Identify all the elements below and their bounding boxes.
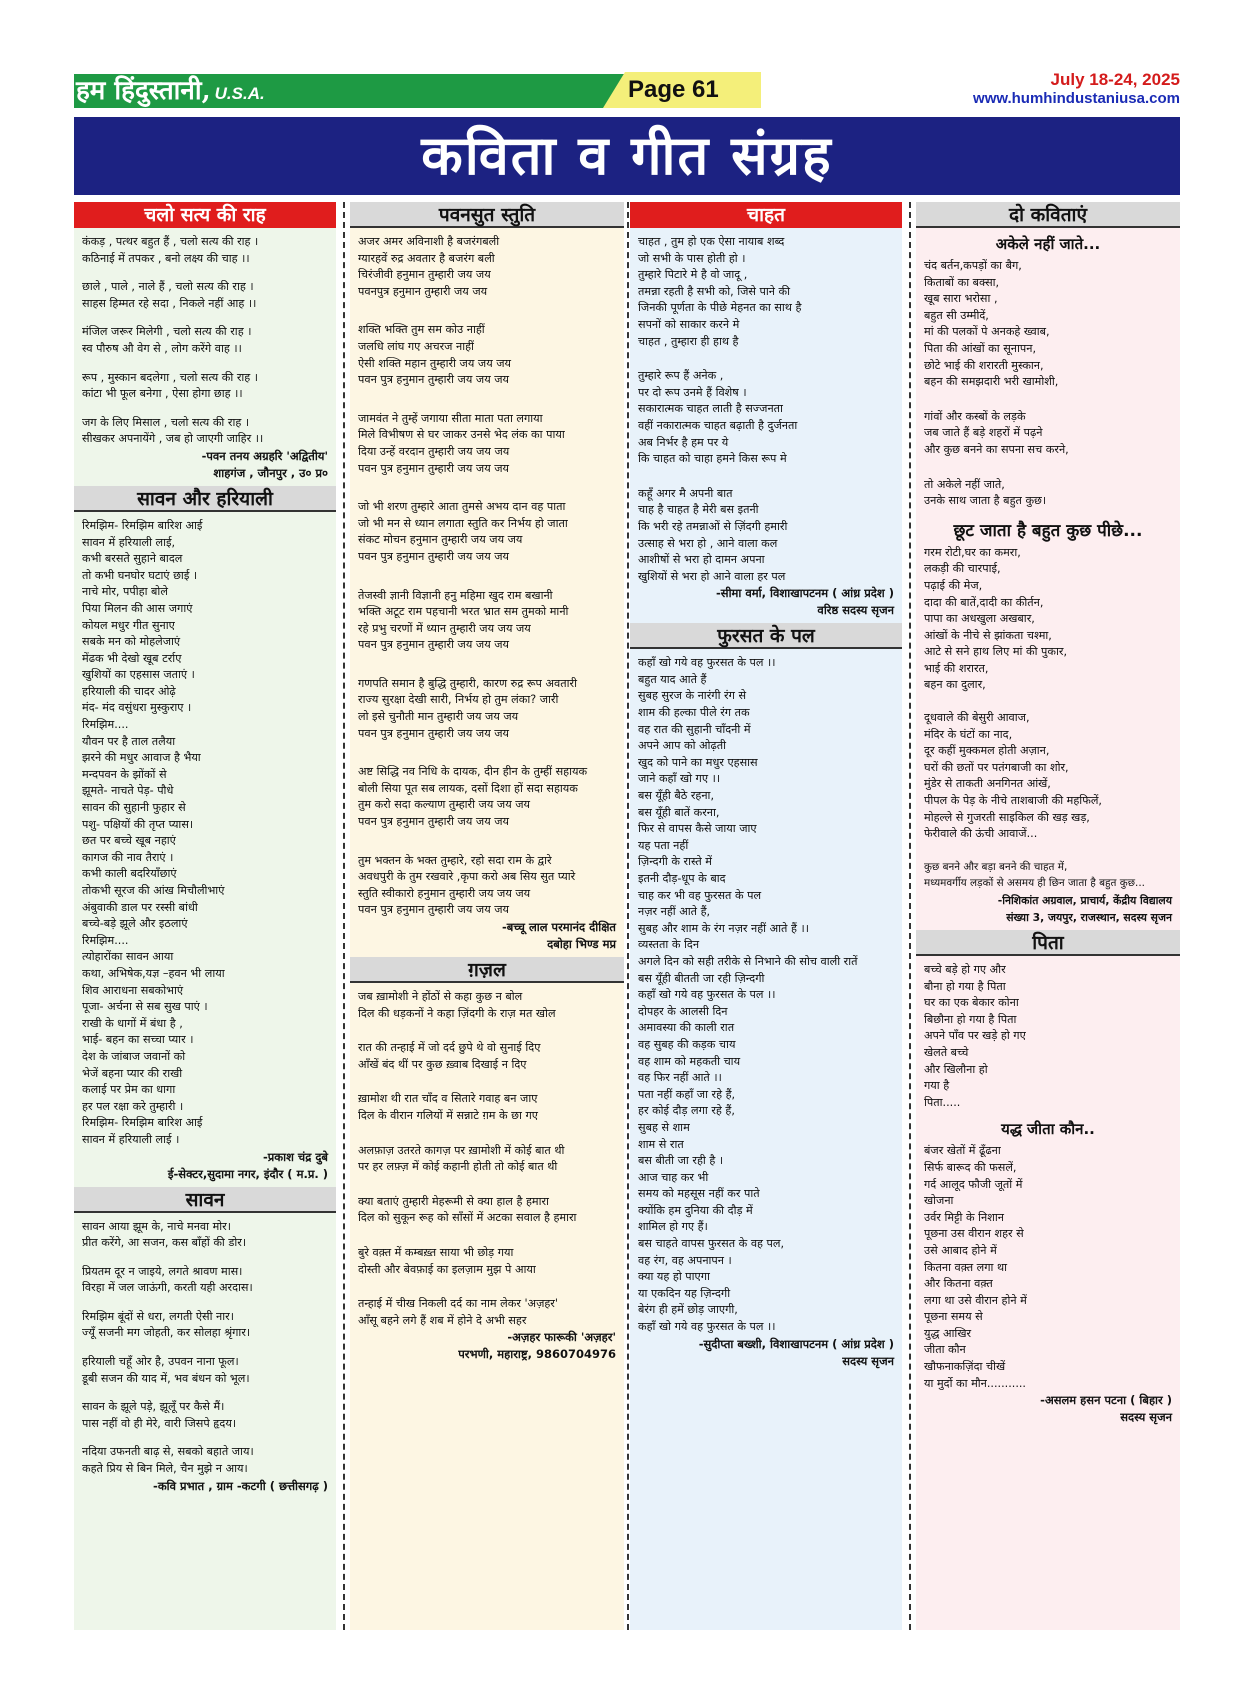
poem-author: -अज़हर फारूकी 'अज़हर' xyxy=(507,1330,616,1345)
stanza: सावन के झूले पड़े, झूलूँ पर कैसे मैं। पास नहीं वो ही मेरे, वारी जिसपे हृदय। xyxy=(82,1400,237,1430)
brand-sub: U.S.A. xyxy=(214,84,265,103)
masthead-brand xyxy=(76,76,265,106)
poem-place: परभणी, महाराष्ट्र, 9860704976 xyxy=(458,1347,616,1362)
column-2 xyxy=(350,202,624,1630)
poem-title: सावन और हरियाली xyxy=(74,486,336,512)
poem-place: वरिष्ठ सदस्य सृजन xyxy=(817,603,894,618)
poem-body: बच्चे बड़े हो गए और बौना हो गया है पिता घर का एक बेकार कोना बिछौना हो गया है पिता अपने पाँव पर खड़े हो गए खेलते बच्चे और खिलौना हो गया है पिता..... xyxy=(924,963,1026,1109)
section-title: कविता व गीत संग्रह xyxy=(421,124,833,187)
poem-title: पवनसुत स्तुति xyxy=(350,202,624,228)
stanza: तो अकेले नहीं जाते, उनके साथ जाता है बहुत कुछ। xyxy=(924,477,1047,508)
poem-title: सावन xyxy=(74,1187,336,1213)
stanza: छाले , पाले , नाले हैं , चलो सत्य की राह । साहस हिम्मत रहे सदा , निकले नहीं आह ।। xyxy=(82,280,257,310)
poem-body: कहाँ खो गये वह फुरसत के पल ।। बहुत याद आते हैं सुबह सुरज के नारंगी रंग से शाम की हल्का पीले रंग तक वह रात की सुहानी चाँदनी में अपने आप को ओढ़ती खुद को पाने का मधुर एहसास जाने कहाँ खो गए ।। बस यूँही बैठे रहना, बस यूँही बातें करना, फिर से वापस कैसे जाया जाए यह पता नहीं ज़िन्दगी के रास्ते में इतनी दौड़-धूप के बाद चाह कर भी वह फुरसत के पल नज़र नहीं आते हैं, सुबह और शाम के रंग नज़र नहीं आते हैं ।। व्यस्तता के दिन अगले दिन को सही तरीके से निभाने की सोच वाली रातें बस यूँही बीतती जा रही ज़िन्दगी कहाँ खो गये वह फुरसत के पल ।। दोपहर के आलसी दिन अमावस्या की काली रात वह सुबह की कड़क चाय वह शाम को महकती चाय वह फिर नहीं आते ।। पता नहीं कहाँ जा रहे हैं, हर कोई दौड़ लगा रहे हैं, सुबह से शाम शाम से रात बस बीती जा रही है । आज चाह कर भी समय को महसूस नहीं कर पाते क्योंकि हम दुनिया की दौड़ में शामिल हो गए हैं। बस चाहते वापस फुरसत के वह पल, वह रंग, वह अपनापन । क्या यह हो पाएगा या एकदिन यह ज़िन्दगी बेरंग ही हमें छोड़ जाएगी, कहाँ खो गये वह फुरसत के पल ।। xyxy=(638,656,858,1334)
stanza: जग के लिए मिसाल , चलो सत्य की राह । सीखकर अपनायेंगे , जब हो जाएगी जाहिर ।। xyxy=(82,415,264,446)
poem-title: फुरसत के पल xyxy=(630,623,902,649)
stanza: चंद बर्तन,कपड़ों का बैग, किताबों का बक्सा, खूब सारा भरोसा , बहुत सी उम्मीदें, मां की पलकों पे अनकहे ख्वाब, पिता की आंखों का सूनापन, छोटे भाई की शरारती मुस्कान, बहन की समझदारी भरी खामोशी, xyxy=(924,259,1059,389)
poem-title: ग़ज़ल xyxy=(350,957,624,983)
page-number: Page 61 xyxy=(628,76,719,103)
stanza: शक्ति भक्ति तुम सम कोउ नाहीं जलधि लांघ गए अचरज नाहीं ऐसी शक्ति महान तुम्हारी जय जय जय पवन पुत्र हनुमान तुम्हारी जय जय जय xyxy=(358,323,512,387)
stanza: तन्हाई में चीख निकली दर्द का नाम लेकर 'अज़हर' आँसू बहने लगे हैं शब में होने दे अभी सहर xyxy=(358,1297,558,1327)
stanza: गणपति समान है बुद्धि तुम्हारी, कारण रुद्र रूप अवतारी राज्य सुरक्षा देखी सारी, निर्भय हो तुम लंका? जारी लो इसे चुनौती मान तुम्हारी जय जय जय पवन पुत्र हनुमान तुम्हारी जय जय जय xyxy=(358,676,577,740)
stanza: जब ख़ामोशी ने होंठों से कहा कुछ न बोल दिल की धड़कनों ने कहा ज़िंदगी के राज़ मत खोल xyxy=(358,990,556,1020)
column-divider xyxy=(909,202,911,1630)
column-3 xyxy=(630,202,902,1630)
poem-title: पिता xyxy=(916,930,1180,956)
poem-place: संख्या 3, जयपुर, राजस्थान, सदस्य सृजन xyxy=(1006,911,1172,924)
brand-name: हम हिंदुस्तानी, xyxy=(76,76,211,106)
stanza: तेजस्वी ज्ञानी विज्ञानी हनु महिमा खुद राम बखानी भक्ति अटूट राम पहचानी भरत भ्रात सम तुमको मानी रहे प्रभु चरणों में ध्यान तुम्हारी जय जय जय पवन पुत्र हनुमान तुम्हारी जय जय जय xyxy=(358,588,569,652)
stanza: गरम रोटी,घर का कमरा, लकड़ी की चारपाई, पढ़ाई की मेज, दादा की बातें,दादी का कीर्तन, पापा का अधखुला अखबार, आंखों के नीचे से झांकता चश्मा, आटे से सने हाथ लिए मां की पुकार, भाई की शरारत, बहन का दुलार, xyxy=(924,545,1068,692)
column-1 xyxy=(74,202,336,1630)
stanza: कंकड़ , पत्थर बहुत हैं , चलो सत्य की राह । कठिनाई में तपकर , बनो लक्ष्य की चाह ।। xyxy=(82,235,259,265)
poem-author: -प्रकाश चंद्र दुबे xyxy=(262,1149,328,1164)
poem-title: चलो सत्य की राह xyxy=(74,202,336,228)
poem-title: यद्ध जीता कौन.. xyxy=(1001,1120,1095,1139)
stanza: जो भी शरण तुम्हारे आता तुमसे अभय दान वह पाता जो भी मन से ध्यान लगाता स्तुति कर निर्भय हो जाता संकट मोचन हनुमान तुम्हारी जय जय जय पवन पुत्र हनुमान तुम्हारी जय जय जय xyxy=(358,500,568,563)
website-link[interactable]: www.humhindustaniusa.com xyxy=(973,90,1180,107)
poem-title: चाहत xyxy=(630,202,902,228)
stanza: तुम्हारे रूप हैं अनेक , पर दो रूप उनमे हैं विशेष । सकारात्मक चाहत लाती है सज्जनता वहीं नकारात्मक चाहत बढ़ाती है दुर्जनता अब निर्भर है हम पर ये कि चाहत को चाहा हमने किस रूप मे xyxy=(638,369,798,466)
poem-place: शाहगंज , जौनपुर , उ० प्र० xyxy=(213,465,328,480)
poem-title: अकेले नहीं जाते... xyxy=(995,235,1101,253)
stanza: ख़ामोश थी रात चाँद व सितारे गवाह बन जाए दिल के वीरान गलियों में सन्नाटे ग़म के छा गए xyxy=(358,1092,538,1122)
column-divider xyxy=(627,202,629,1630)
stanza: जामवंत ने तुम्हें जगाया सीता माता पता लगाया मिले विभीषण से घर जाकर उनसे भेद लंक का पाया दिया उन्हें वरदान तुम्हारी जय जय जय पवन पुत्र हनुमान तुम्हारी जय जय जय xyxy=(358,411,565,475)
stanza: प्रियतम दूर न जाइये, लगते श्रावण मास। विरहा में जल जाऊंगी, करती यही अरदास। xyxy=(82,1264,253,1295)
poem-place: सदस्य सृजन xyxy=(842,1353,894,1368)
stanza: हरियाली चहूँ ओर है, उपवन नाना फूल। डूबी सजन की याद में, भव बंधन को भूल। xyxy=(82,1355,250,1385)
stanza: सावन आया झूम के, नाचे मनवा मोर। प्रीत करेंगे, आ सजन, कस बाँहों की डोर। xyxy=(82,1219,247,1250)
stanza: अलफ़ाज़ उतरते कागज़ पर ख़ामोशी में कोई बात थी पर हर लफ़्ज़ में कोई कहानी होती तो कोई बात थी xyxy=(358,1143,565,1174)
stanza: रूप , मुस्कान बदलेगा , चलो सत्य की राह । कांटा भी फूल बनेगा , ऐसा होगा छाह ।। xyxy=(82,370,259,401)
stanza: अजर अमर अविनाशी है बजरंगबली ग्यारहवें रुद्र अवतार है बजरंग बली चिरंजीवी हनुमान तुम्हारी जय जय पवनपुत्र हनुमान तुम्हारी जय जय xyxy=(358,235,500,298)
section-heading: दो कविताएं xyxy=(916,202,1180,228)
issue-date: July 18-24, 2025 xyxy=(1050,70,1180,89)
poem-author: -निशिकांत अग्रवाल, प्राचार्य, केंद्रीय विद्यालय xyxy=(997,894,1172,907)
poem-title: छूट जाता है बहुत कुछ पीछे... xyxy=(953,520,1143,541)
stanza: क्या बताएं तुम्हारी मेहरूमी से क्या हाल है हमारा दिल को सुकून रूह को साँसों में अटका सवाल है हमारा xyxy=(358,1194,577,1225)
poem-author: -कवि प्रभात , ग्राम -कटगी ( छत्तीसगढ़ ) xyxy=(153,1478,328,1493)
stanza: मंजिल जरूर मिलेगी , चलो सत्य की राह । स्व पौरुष औ वेग से , लोग करेंगे वाह ।। xyxy=(82,325,252,355)
stanza: गांवों और कस्बों के लड़के जब जाते हैं बड़े शहरों में पढ़ने और कुछ बनने का सपना सच करने, xyxy=(924,409,1069,456)
poem-place: दबोहा भिण्ड मप्र xyxy=(547,937,616,951)
column-divider xyxy=(343,202,345,1630)
poem-author: -बच्चू लाल परमानंद दीक्षित xyxy=(501,920,616,934)
stanza: चाहत , तुम हो एक ऐसा नायाब शब्द जो सभी के पास होती हो । तुम्हारे पिटारे मे है वो जादू , तमन्ना रहती है सभी को, जिसे पाने की जिनकी पूर्णता के पीछे मेहनत का साथ है सपनों को साकार करने मे चाहत , तुम्हारा ही हाथ है xyxy=(638,235,802,348)
stanza: दूधवाले की बेसुरी आवाज, मंदिर के घंटों का नाद, दूर कहीं मुक्कमल होती अज़ान, घरों की छतों पर पतंगबाजी का शोर, मुंडेर से ताकती अनगिनत आंखें, पीपल के पेड़ के नीचे ताशबाजी की महफिलें, मोहल्ले से गुजरती साइकिल की खड़ खड़, फेरीवाले की ऊंची आवाजें... xyxy=(924,711,1102,841)
stanza: कहूँ अगर मै अपनी बात चाह है चाहत है मेरी बस इतनी कि भरी रहे तमन्नाओं से ज़िंदगी हमारी उत्साह से भरा हो , आने वाला कल आशीषों से भरा हो दामन अपना खुशियों से भरा हो आने वाला हर पल xyxy=(638,486,788,583)
poem-place: ई-सेक्टर,सुदामा नगर, इंदौर ( म.प्र. ) xyxy=(167,1166,328,1181)
poem-author: -सीमा वर्मा, विशाखापटनम ( आंध्र प्रदेश ) xyxy=(716,586,894,601)
stanza: रात की तन्हाई में जो दर्द छुपे थे वो सुनाई दिए आँखें बंद थीं पर कुछ ख़्वाब दिखाई न दिए xyxy=(358,1041,541,1071)
poem-body: बंजर खेतों में ढूँढना सिर्फ बारूद की फसलें, गर्द आलूद फौजी जूतों में खोजना उर्वर मिट्टी के निशान पूछना उस वीरान शहर से उसे आबाद होने में कितना वक़्त लगा था और कितना वक़्त लगा था उसे वीरान होने में पूछना समय से युद्ध आखिर जीता कौन खौफनाकज़िंदा चीखें या मुर्दो का मौन........... xyxy=(924,1144,1027,1390)
stanza: नदिया उफनती बाढ़ से, सबको बहाते जाय। कहते प्रिय से बिन मिले, चैन मुझे न आय। xyxy=(82,1445,254,1476)
poem-body: रिमझिम- रिमझिम बारिश आई सावन में हरियाली लाई, कभी बरसते सुहाने बादल तो कभी घनघोर घटाएं छाई । नाचे मोर, पपीहा बोले पिया मिलन की आस जगाएं कोयल मधुर गीत सुनाए सबके मन को मोहलेजाएं मेंढक भी देखो खूब टर्राए खुशियों का एहसास जताएं । हरियाली की चादर ओढ़े मंद- मंद वसुंधरा मुस्कुराए । रिमझिम.... यौवन पर है ताल तलैया झरने की मधुर आवाज है भैया मन्दपवन के झोंकों से झूमते- नाचते पेड़- पौधे सावन की सुहानी फुहार से पशु- पक्षियों की तृप्त प्यास। छत पर बच्चे खूब नहाएं कागज की नाव तैराएं । कभी काली बदरियाँछाएं तोकभी सूरज की आंख मिचौलीभाएं अंबुवाकी डाल पर रस्सी बांधी बच्चे-बड़े झूले और इठलाएं रिमझिम.... त्योहारोंका सावन आया कथा, अभिषेक,यज्ञ –हवन भी लाया शिव आराधना सबकोभाएं पूजा- अर्चना से सब सुख पाएं । राखी के धागों में बंधा है , भाई- बहन का सच्चा प्यार । देश के जांबाज जवानों को भेजें बहना प्यार की राखी कलाई पर प्रेम का धागा हर पल रक्षा करे तुम्हारी । रिमझिम- रिमझिम बारिश आई सावन में हरियाली लाई । xyxy=(82,518,225,1146)
stanza: कुछ बनने और बड़ा बनने की चाहत में, मध्यमवर्गीय लड़कों से असमय ही छिन जाता है बहुत कुछ... xyxy=(924,860,1145,890)
poem-author: -पवन तनय अग्रहरि 'अद्वितीय' xyxy=(201,448,328,463)
stanza: अष्ट सिद्धि नव निधि के दायक, दीन हीन के तुम्हीं सहायक बोली सिया पूत सब लायक, दसों दिशा हों सदा सहायक तुम करो सदा कल्याण तुम्हारी जय जय जय पवन पुत्र हनुमान तुम्हारी जय जय जय xyxy=(358,765,588,829)
stanza: रिमझिम बूंदों से धरा, लगती ऐसी नार। ज्यूँ सजनी मग जोहती, कर सोलहा श्रृंगार। xyxy=(82,1309,251,1340)
poem-author: -सुदीप्ता बख्शी, विशाखापटनम ( आंध्र प्रदेश ) xyxy=(698,1336,894,1351)
poem-place: सदस्य सृजन xyxy=(1120,1410,1172,1425)
column-4 xyxy=(916,202,1180,1630)
poem-author: -असलम हसन पटना ( बिहार ) xyxy=(1040,1393,1172,1408)
stanza: तुम भक्तन के भक्त तुम्हारे, रहो सदा राम के द्वारे अवधपुरी के तुम रखवारे ,कृपा करो अब सिय सुत प्यारे स्तुति स्वीकारो हनुमान तुम्हारी जय जय जय पवन पुत्र हनुमान तुम्हारी जय जय जय xyxy=(358,853,576,917)
stanza: बुरे वक़्त में कम्बख़्त साया भी छोड़ गया दोस्ती और बेवफ़ाई का इलज़ाम मुझ पे आया xyxy=(358,1245,536,1276)
